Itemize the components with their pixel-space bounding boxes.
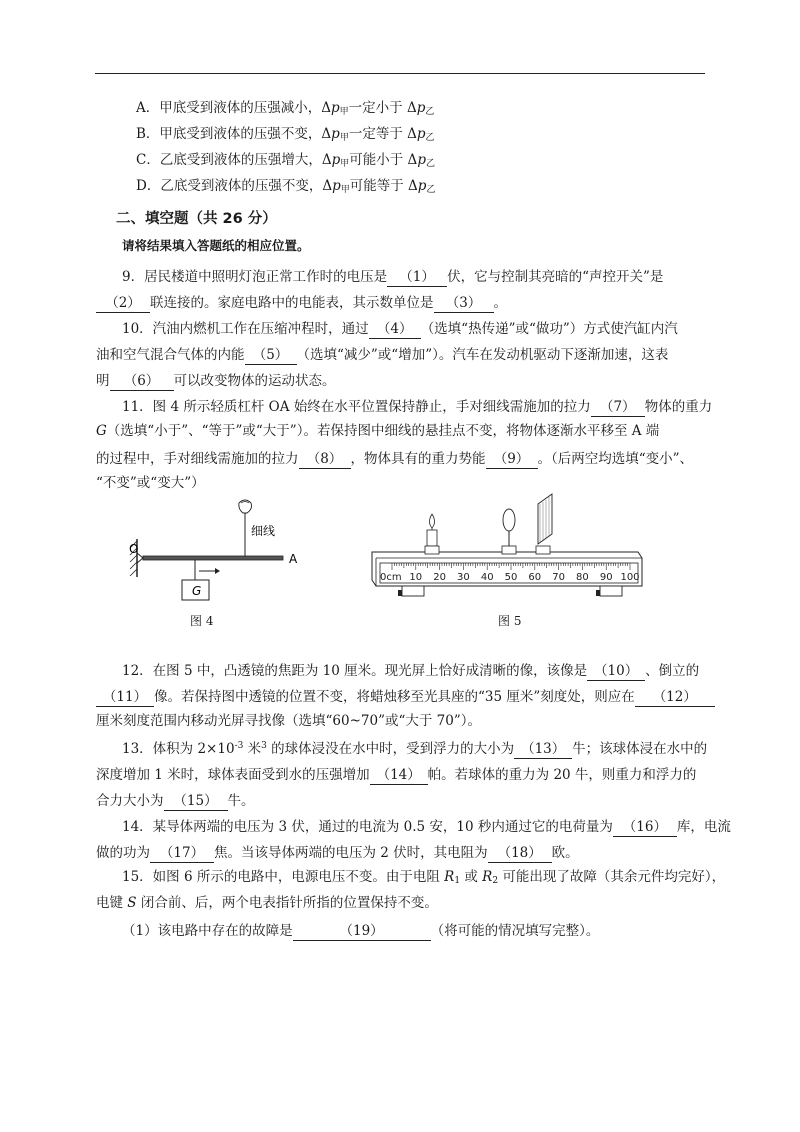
figure-4 [125, 495, 305, 610]
q10-line3: 明 （6） 可以改变物体的运动状态。 [96, 373, 336, 389]
blank-9[interactable]: （9） [486, 451, 538, 469]
ruler-tick-label: 10 [409, 572, 423, 583]
fig4-caption: 图 4 [190, 614, 214, 628]
fig4-label-o: O [129, 542, 139, 556]
q13-line3: 合力大小为 （15） 牛。 [96, 793, 255, 809]
q11-line2: G（选填“小于”、“等于”或“大于”）。若保持图中细线的悬挂点不变，将物体逐渐水平移至 A 端 [96, 423, 660, 439]
q13-line1: 13．体积为 $2\times 10^{-3}$ 米$^3$ 的球体浸没在水中时，受到浮力的大小为 （13） 牛；该球体浸在水中的 [122, 741, 708, 757]
q12-line2: （11） 像。若保持图中透镜的位置不变，将蜡烛移至光具座的“35 厘米”刻度处，则应在 （12） [96, 689, 715, 707]
blank-16[interactable]: （16） [613, 819, 677, 837]
section-instruction: 请将结果填入答题纸的相应位置。 [122, 238, 310, 253]
blank-4[interactable]: （4） [369, 321, 421, 339]
ruler-tick-label: 40 [480, 572, 494, 583]
q13-line2: 深度增加 1 米时，球体表面受到水的压强增加 （14） 帕。若球体的重力为 20 牛，则重力和浮力的 [96, 767, 697, 783]
fig4-label-a: A [289, 552, 298, 566]
option-a: A．甲底受到液体的压强减小，$\Delta p_甲$一定小于 $\Delta p_乙$ [136, 100, 435, 117]
ruler-tick-label: 60 [528, 572, 542, 583]
q14-line1: 14．某导体两端的电压为 3 伏，通过的电流为 0.5 安，10 秒内通过它的电荷量为 （16） 库，电流 [122, 819, 731, 835]
blank-1[interactable]: （1） [387, 269, 447, 287]
ruler-tick-label: 30 [457, 572, 470, 583]
q9-line2: （2） 联连接的。家庭电路中的电能表，其示数单位是 （3） 。 [96, 295, 507, 313]
fig5-caption: 图 5 [498, 614, 522, 628]
blank-19[interactable]: （19） [293, 923, 431, 941]
option-c: C．乙底受到液体的压强增大，$\Delta p_甲$可能小于 $\Delta p_乙$ [136, 152, 435, 169]
q11-line3: 的过程中，手对细线需施加的拉力 （8） ，物体具有的重力势能 （9） 。（后两空均选填“变小”、 [96, 451, 694, 467]
blank-3[interactable]: （3） [434, 295, 494, 313]
blank-14[interactable]: （14） [370, 767, 428, 785]
q10-line2: 油和空气混合气体的内能 （5） （选填“减少”或“增加”）。汽车在发动机驱动下逐渐加速，这表 [96, 347, 669, 363]
section-title: 二、填空题（共 26 分） [116, 211, 277, 227]
ruler-tick-label: 0cm [380, 572, 402, 583]
q11-line4: “不变”或“变大”） [96, 475, 205, 491]
q15-line1: 15．如图 6 所示的电路中，电源电压不变。由于电阻 $R_1$ 或 $R_2$ 可能出现了故障（其余元件均完好）， [122, 869, 726, 886]
ruler-tick-label: 100 [620, 572, 640, 583]
option-d: D．乙底受到液体的压强不变，$\Delta p_甲$可能等于 $\Delta p_乙$ [136, 178, 436, 195]
blank-6[interactable]: （6） [110, 373, 174, 391]
blank-8[interactable]: （8） [299, 451, 351, 469]
q11-line1: 11．图 4 所示轻质杠杆 OA 始终在水平位置保持静止，手对细线需施加的拉力 （7） 物体的重力 [122, 399, 713, 415]
q14-line2: 做的功为 （17） 焦。当该导体两端的电压为 2 伏时，其电阻为 （18） 欧。 [96, 845, 579, 861]
ruler-tick-label: 80 [576, 572, 589, 583]
ruler-tick-label: 70 [552, 572, 565, 583]
blank-12[interactable]: （12） [635, 689, 715, 707]
figure-5 [370, 490, 645, 610]
blank-5[interactable]: （5） [245, 347, 297, 365]
blank-13[interactable]: （13） [514, 741, 572, 759]
ruler-tick-label: 50 [504, 572, 518, 583]
blank-2[interactable]: （2） [96, 295, 150, 313]
blank-17[interactable]: （17） [150, 845, 214, 863]
fig4-label-g: G [192, 584, 202, 598]
q9-line1: 9．居民楼道中照明灯泡正常工作时的电压是 （1） 伏，它与控制其亮暗的“声控开关”是 [122, 269, 664, 285]
blank-7[interactable]: （7） [591, 399, 645, 417]
option-b: B．甲底受到液体的压强不变，$\Delta p_甲$一定等于 $\Delta p_乙$ [136, 126, 435, 143]
blank-15[interactable]: （15） [164, 793, 228, 811]
q12-line3: 厘米刻度范围内移动光屏寻找像（选填“60~70”或“大于 70”）。 [96, 713, 481, 729]
q12-line1: 12．在图 5 中，凸透镜的焦距为 10 厘米。现光屏上恰好成清晰的像，该像是 （10） 、倒立的 [122, 663, 700, 679]
ruler-tick-label: 90 [599, 572, 613, 583]
blank-18[interactable]: （18） [488, 845, 552, 863]
q15-line2: 电键 S 闭合前、后，两个电表指针所指的位置保持不变。 [96, 895, 438, 911]
blank-10[interactable]: （10） [587, 663, 645, 681]
ruler-tick-label: 20 [433, 572, 446, 583]
q15-line3: （1）该电路中存在的故障是 （19） （将可能的情况填写完整）。 [122, 923, 600, 939]
q10-line1: 10．汽油内燃机工作在压缩冲程时，通过 （4） （选填“热传递”或“做功”）方式使汽缸内汽 [122, 321, 678, 337]
blank-11[interactable]: （11） [96, 689, 154, 707]
fig4-label-line: 细线 [251, 524, 276, 538]
